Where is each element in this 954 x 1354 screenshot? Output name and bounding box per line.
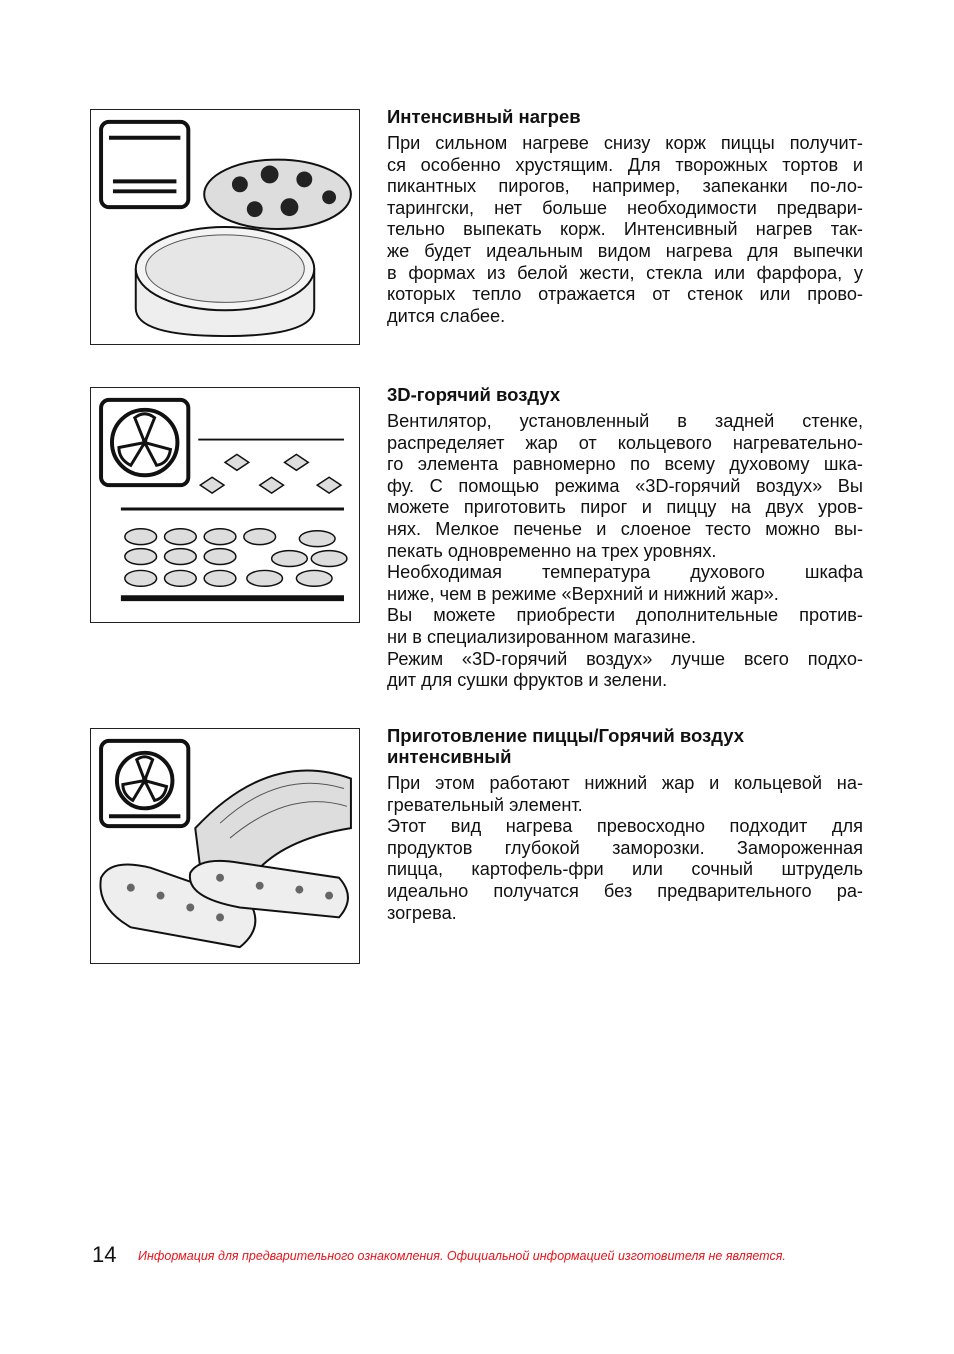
paragraph [387,411,863,562]
text-line: в формах из белой жести, стекла или фарфора, у [387,262,863,283]
3d-hot-air-illustration [90,387,360,623]
text-line: ни в специализированном магазине. [387,626,697,647]
paragraph [387,649,863,692]
text-line: пицца, картофель-фри или сочный штрудель [387,859,863,880]
text-line: Необходимая температура духового шкафа [387,562,863,583]
text-line: тельно выпекать корж. Интенсивный нагрев так- [387,219,863,240]
paragraph [387,773,863,816]
section-pizza-hot-air [387,725,863,924]
section-title [387,384,863,405]
text-line: которых тепло отражается от стенок или прово- [387,284,863,305]
pizza-hot-air-illustration [90,728,360,964]
oven-fan-and-trays-icon [91,388,359,622]
text-line: Режим «3D-горячий воздух» лучше всего подхо- [387,648,863,669]
text-line: зогрева. [387,902,457,923]
text-line: продуктов глубокой заморозки. Замороженная [387,837,863,858]
text-line: нях. Мелкое печенье и слоеное тесто можно вы- [387,518,863,539]
section-title [387,106,863,127]
section-title-line: интенсивный [387,746,512,767]
text-line: тарингски, нет больше необходимости предвари- [387,197,863,218]
text-line: фу. С помощью режима «3D-горячий воздух» Вы [387,475,863,496]
text-line: пикантных пирогов, например, запеканки по-ло- [387,176,863,197]
oven-fan-and-frozen-food-icon [91,729,359,963]
text-line: го элемента равномерно по всему духовому шка- [387,454,863,475]
text-line: же будет идеальным видом нагрева для выпечки [387,240,863,261]
intensive-heat-illustration [90,109,360,345]
text-line: При сильном нагреве снизу корж пиццы получит- [387,133,863,153]
section-title [387,725,863,767]
section-title-line: 3D-горячий воздух [387,384,561,405]
text-line: При этом работают нижний жар и кольцевой на- [387,773,863,793]
section-title-line: Интенсивный нагрев [387,106,581,127]
paragraph [387,562,863,605]
text-line: гревательный элемент. [387,794,583,815]
text-line: Вентилятор, установленный в задней стенке, [387,411,863,431]
text-line: Этот вид нагрева превосходно подходит для [387,816,863,837]
text-line: Вы можете приобрести дополнительные против- [387,605,863,626]
section-intensive-heat [387,106,863,327]
section-3d-hot-air [387,384,863,692]
disclaimer-notice: Информация для предварительного ознакомления. Официальной информацией изготовителя не является. [138,1249,786,1263]
paragraph [387,133,863,327]
text-line: идеально получатся без предварительного ра- [387,880,863,901]
text-line: можете приготовить пирог и пиццу на двух уров- [387,497,863,518]
text-line: распределяет жар от кольцевого нагревательно- [387,432,863,453]
text-line: дит для сушки фруктов и зелени. [387,670,668,691]
paragraph [387,816,863,924]
text-line: пекать одновременно на трех уровнях. [387,540,717,561]
section-title-line: Приготовление пиццы/Горячий воздух [387,725,745,746]
text-line: ниже, чем в режиме «Верхний и нижний жар». [387,583,779,604]
text-line: дится слабее. [387,305,506,326]
text-line: ся особенно хрустящим. Для творожных тортов и [387,154,863,175]
paragraph [387,605,863,648]
page-number: 14 [92,1242,117,1267]
oven-bottom-heat-and-pizza-icon [91,110,359,344]
